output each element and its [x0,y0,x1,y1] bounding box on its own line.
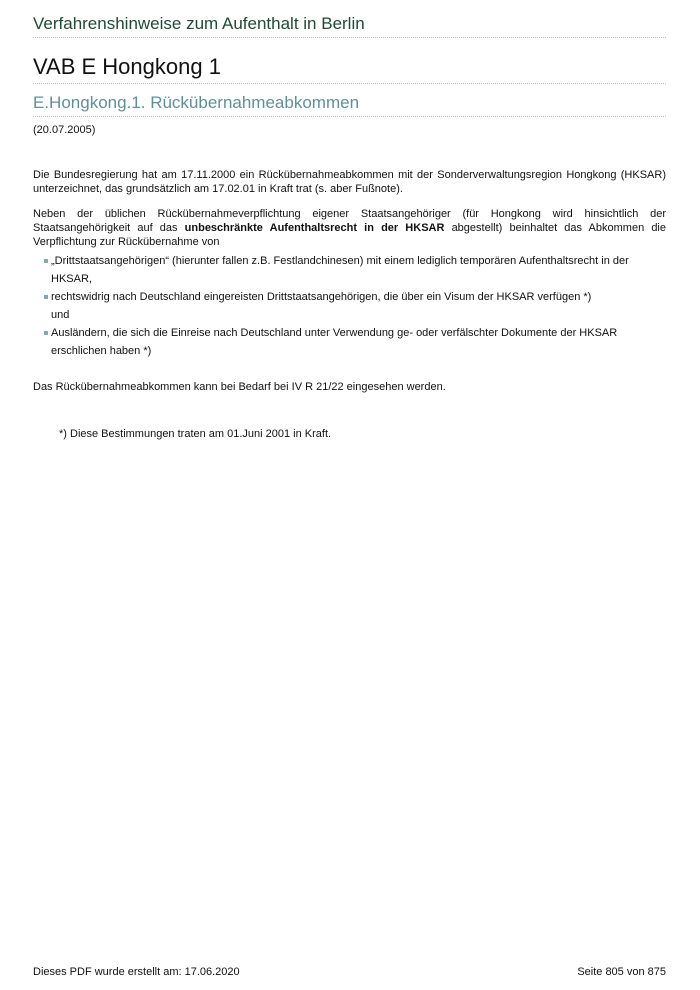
footer-created-date: Dieses PDF wurde erstellt am: 17.06.2020 [33,966,240,978]
paragraph-3: Das Rückübernahmeabkommen kann bei Bedarf bei IV R 21/22 eingesehen werden. [33,381,446,393]
paragraph-1: Die Bundesregierung hat am 17.11.2000 ein Rückübernahmeabkommen mit der Sonderverwaltungsregion Hongkong (HKSAR) unterzeichnet, das grundsätzlich am 17.02.01 in Kraft trat (s. aber Fußnote). [33,169,666,195]
paragraph-2-text-end: abgestellt) beinhaltet das Abkommen die Verpflichtung zur Rückübernahme von [33,222,666,248]
document-title: VAB E Hongkong 1 [33,52,666,84]
paragraph-2 [33,207,666,249]
footnote: *) Diese Bestimmungen traten am 01.Juni 2001 in Kraft. [59,428,332,440]
document-page [33,0,666,990]
bullet-list [44,252,666,360]
section-title: E.Hongkong.1. Rückübernahmeabkommen [33,91,666,117]
list-item [44,288,666,306]
square-bullet-icon [44,331,48,335]
list-item-text: „Drittstaatsangehörigen“ (hierunter fallen z.B. Festlandchinesen) mit einem lediglich temporären Aufenthaltsrecht in der HKSAR, [51,255,629,285]
site-title: Verfahrenshinweise zum Aufenthalt in Berlin [33,13,666,38]
list-item-text: rechtswidrig nach Deutschland eingereisten Drittstaatsangehörigen, die über ein Visum der HKSAR verfügen *) [51,291,592,303]
paragraph-2-emphasis: unbeschränkte Aufenthaltsrecht in der HKSAR [184,222,445,234]
list-item [44,252,666,288]
list-connector: und [51,309,70,321]
footer-page-number: Seite 805 von 875 [577,966,666,978]
square-bullet-icon [44,259,48,263]
document-date: (20.07.2005) [33,124,96,136]
list-item [44,324,666,360]
square-bullet-icon [44,295,48,299]
list-item-text: Ausländern, die sich die Einreise nach Deutschland unter Verwendung ge- oder verfälschter Dokumente der HKSAR erschlichen haben *) [51,327,618,357]
paragraph-2-text-start: Neben der üblichen Rückübernahmeverpflichtung eigener Staatsangehöriger (für Hongkong wird hinsichtlich der Staatsangehörigkeit auf das [33,208,666,234]
